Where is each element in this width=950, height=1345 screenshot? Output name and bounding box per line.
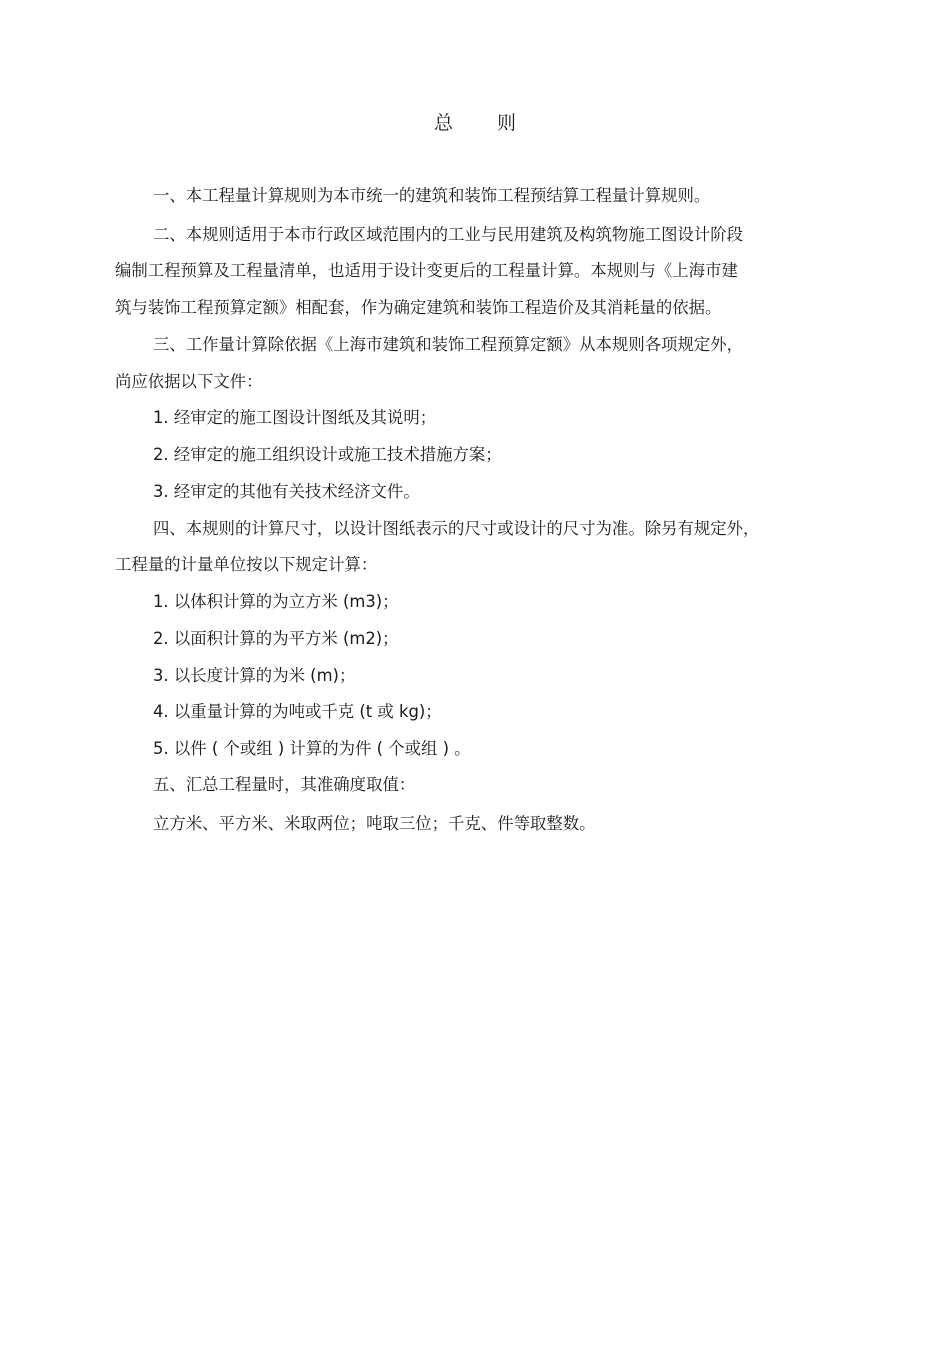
paragraph-line-1: 一、本工程量计算规则为本市统一的建筑和装饰工程预结算工程量计算规则。 <box>153 186 711 205</box>
list-item: 2. 经审定的施工组织设计或施工技术措施方案； <box>153 445 502 464</box>
list-item: 4. 以重量计算的为吨或千克 (t 或 kg)； <box>153 702 442 721</box>
list-item: 3. 经审定的其他有关技术经济文件。 <box>153 482 420 501</box>
list-item: 1. 以体积计算的为立方米 (m3)； <box>153 592 399 611</box>
paragraph-line-4: 筑与装饰工程预算定额》相配套，作为确定建筑和装饰工程造价及其消耗量的依据。 <box>115 298 722 317</box>
paragraph-line-6: 尚应依据以下文件： <box>115 372 263 391</box>
paragraph-line-10: 立方米、平方米、米取两位；吨取三位；千克、件等取整数。 <box>153 814 596 833</box>
paragraph-line-3: 编制工程预算及工程量清单，也适用于设计变更后的工程量计算。本规则与《上海市建 <box>115 261 738 280</box>
list-item: 2. 以面积计算的为平方米 (m2)； <box>153 629 399 648</box>
paragraph-line-8: 工程量的计量单位按以下规定计算： <box>115 555 378 574</box>
list-item: 1. 经审定的施工图设计图纸及其说明； <box>153 408 437 427</box>
paragraph-line-2: 二、本规则适用于本市行政区域范围内的工业与民用建筑及构筑物施工图设计阶段 <box>153 225 744 244</box>
paragraph-line-9: 五、汇总工程量时，其准确度取值： <box>153 775 416 794</box>
list-item: 3. 以长度计算的为米 (m)； <box>153 666 356 685</box>
paragraph-line-7: 四、本规则的计算尺寸，以设计图纸表示的尺寸或设计的尺寸为准。除另有规定外， <box>153 519 760 538</box>
page-title: 总则 <box>433 112 560 134</box>
list-item: 5. 以件 ( 个或组 ) 计算的为件 ( 个或组 ) 。 <box>153 739 471 758</box>
paragraph-line-5: 三、工作量计算除依据《上海市建筑和装饰工程预算定额》从本规则各项规定外， <box>153 335 744 354</box>
